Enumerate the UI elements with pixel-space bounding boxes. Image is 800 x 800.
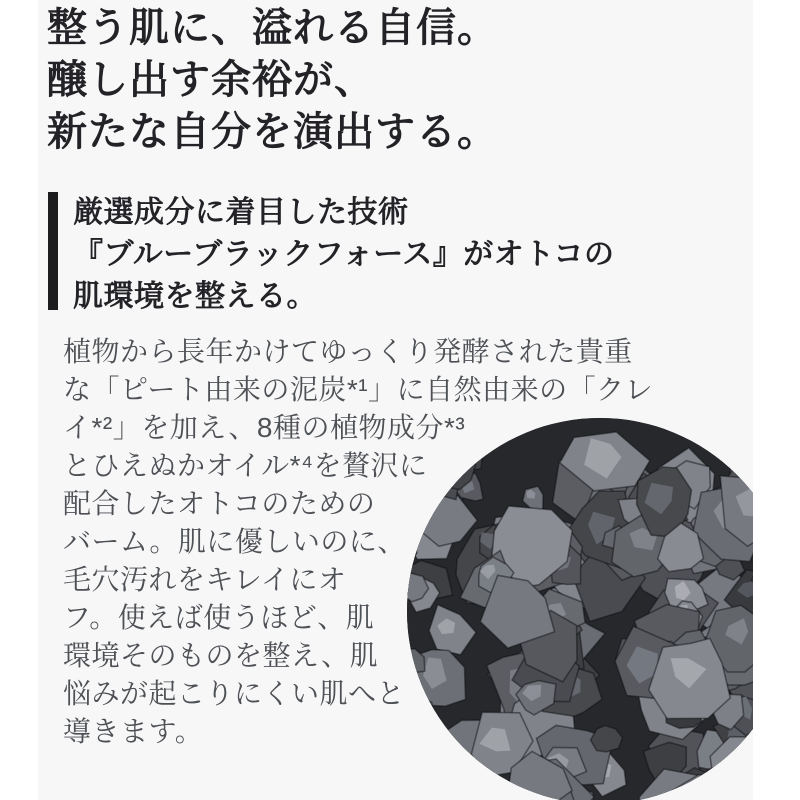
body-line: 悩みが起こりにくい肌へと [63, 678, 406, 709]
content-panel [38, 0, 753, 800]
body-line: 導きます。 [63, 716, 204, 747]
feature-heading-text [73, 192, 615, 318]
accent-bar [48, 192, 58, 310]
body-line: 毛穴汚れをキレイにオ [63, 564, 347, 595]
feature-heading [48, 192, 615, 318]
body-line: 植物から長年かけてゆっくり発酵された貴重 [63, 336, 633, 367]
body-line: な「ピート由来の泥炭*¹」に自然由来の「クレ [63, 374, 654, 405]
headline-line: 整う肌に、溢れる自信。 [47, 6, 498, 50]
body-line: とひえぬかオイル*⁴を贅沢に [63, 450, 428, 481]
body-line: 配合したオトコのための [63, 488, 376, 519]
body-line: 環境そのものを整え、肌 [63, 640, 379, 671]
headline [47, 2, 498, 158]
feature-line: 『ブルーブラックフォース』がオトコの [73, 238, 615, 271]
body-line: フ。使えば使うほど、肌 [63, 602, 375, 633]
body-line: バーム。肌に優しいのに、 [63, 526, 406, 557]
headline-line: 醸し出す余裕が、 [47, 58, 375, 102]
headline-line: 新たな自分を演出する。 [47, 110, 498, 154]
feature-line: 肌環境を整える。 [73, 280, 317, 313]
body-line: イ*²」を加え、8種の植物成分*³ [63, 412, 466, 443]
feature-line: 厳選成分に着目した技術 [73, 196, 409, 229]
